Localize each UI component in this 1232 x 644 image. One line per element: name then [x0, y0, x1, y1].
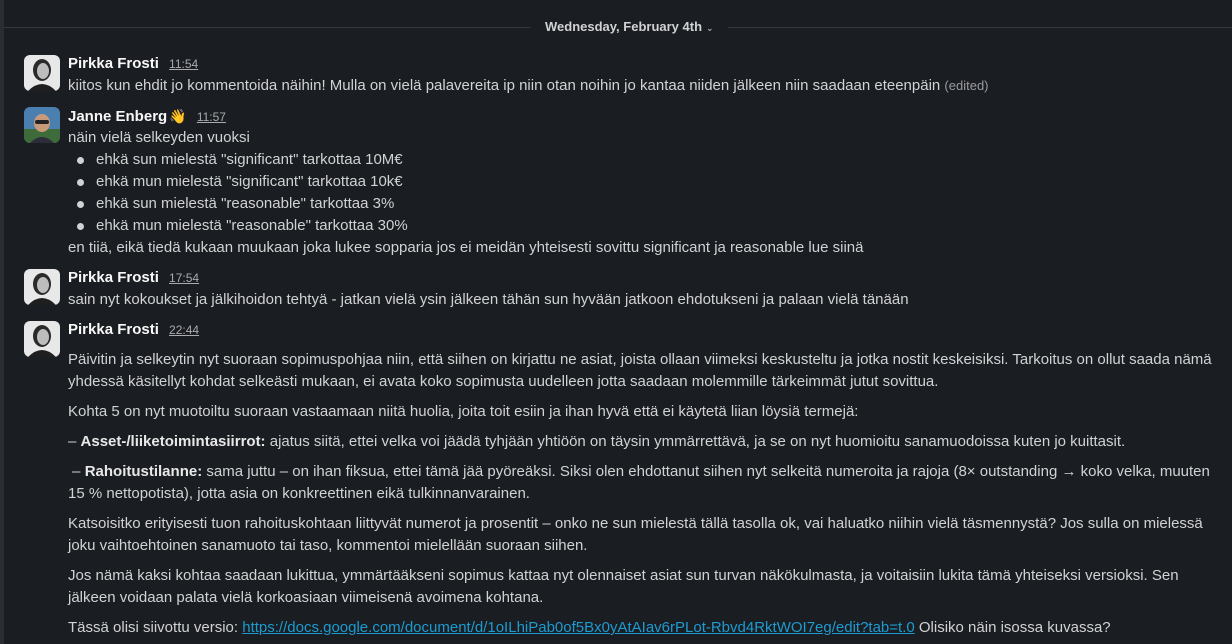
message [24, 53, 1222, 97]
date-jump-button[interactable] [531, 14, 728, 40]
bold-term: Rahoitustilanne: [84, 463, 203, 480]
message [24, 267, 1222, 311]
avatar[interactable] [24, 321, 60, 357]
message-paragraph: Päivitin ja selkeytin nyt suoraan sopimuspohjaa niin, että siihen on kirjattu ne asiat, joista ollaan viimeksi keskusteltu ja jotka nostit keskeisiksi. Tarkoitus on ollut saada nämä yhdessä käsitellyt kohdat selkeästi mukaan, ei avata koko sopimusta uudelleen jotta saadaan molemmille tärkeimmät jutut sovittua. [68, 351, 1212, 390]
message-text: sain nyt kokoukset ja jälkihoidon tehtyä - jatkan vielä ysin jälkeen tähän sun hyvään jatkoon ehdotukseni ja palaan vielä tänään [68, 291, 909, 308]
date-divider [4, 14, 1232, 40]
message-paragraph: Katsoisitko erityisesti tuon rahoituskohtaan liittyvät numerot ja prosentit – onko ne sun mielestä tällä tasolla ok, vai haluatko niihin vielä täsmennystä? Jos sulla on mielessä joku vaihtoehtoinen sanamuoto tai taso, kommentoi mielellään suoraan siihen. [68, 515, 1203, 554]
edited-label: (edited) [944, 78, 989, 93]
avatar[interactable] [24, 269, 60, 305]
list-item: ehkä sun mielestä "significant" tarkottaa 10M€ [68, 149, 1222, 171]
message-timestamp[interactable]: 22:44 [169, 323, 200, 337]
list-item: ehkä mun mielestä "reasonable" tarkottaa 30% [68, 215, 1222, 237]
list-item: ehkä sun mielestä "reasonable" tarkottaa 3% [68, 193, 1222, 215]
message-paragraph: Jos nämä kaksi kohtaa saadaan lukittua, ymmärtääkseni sopimus kattaa nyt olennaiset asiat sun turvan näkökulmasta, ja voitaisiin lukita tämä yhteiseksi versioksi. Sen jälkeen voidaan palata vielä korkoasiaan viimeisenä avoimena kohtana. [68, 567, 1179, 606]
dash-prefix: – [68, 463, 85, 480]
author-name[interactable]: Pirkka Frosti [68, 269, 159, 286]
message-timestamp[interactable]: 11:54 [169, 57, 199, 71]
avatar[interactable] [24, 55, 60, 91]
message-paragraph [68, 431, 1222, 453]
message-timestamp[interactable]: 11:57 [196, 110, 226, 124]
author-name[interactable]: Janne Enberg [68, 108, 168, 125]
date-label: Wednesday, February 4th [545, 19, 703, 34]
paragraph-text: ajatus siitä, ettei velka voi jäädä tyhjään yhtiöön on täysin ymmärrettävä, ja se on nyt huomioitu sanamuodoissa kuten jo kuittasit. [265, 433, 1126, 450]
message-text: kiitos kun ehdit jo kommentoida näihin! Mulla on vielä palavereita ip niin otan noihin jo kantaa niiden jälkeen niin saadaan eteenpäin [68, 77, 941, 94]
message [24, 319, 1222, 639]
message [24, 105, 1222, 259]
paragraph-text: Tässä olisi siivottu versio: [68, 619, 243, 636]
bullet-list [68, 149, 1222, 237]
paragraph-text: sama juttu – on ihan fiksua, ettei tämä jää pyöreäksi. Siksi olen ehdottanut siihen nyt selkeitä numeroita ja rajoja (8× outstanding → koko velka, muuten 15 % nettopotista), jotta asia on konkreettinen eikä tulkinnanvarainen. [68, 463, 1210, 502]
author-name[interactable]: Pirkka Frosti [68, 55, 159, 72]
author-name[interactable]: Pirkka Frosti [68, 321, 159, 338]
bold-term: Asset-/liiketoimintasiirrot: [80, 433, 266, 450]
list-item: ehkä mun mielestä "significant" tarkottaa 10k€ [68, 171, 1222, 193]
message-paragraph [68, 461, 1222, 505]
status-emoji-icon[interactable]: 👋 [169, 108, 187, 124]
message-paragraph [68, 617, 1222, 639]
dash-prefix: – [68, 433, 81, 450]
message-text: en tiiä, eikä tiedä kukaan muukaan joka lukee sopparia jos ei meidän yhteisesti sovittu significant ja reasonable lue siinä [68, 239, 864, 256]
message-timestamp[interactable]: 17:54 [169, 271, 200, 285]
paragraph-text: Olisiko näin isossa kuvassa? [914, 619, 1111, 636]
document-link[interactable]: https://docs.google.com/document/d/1oILhiPab0of5Bx0yAtAIav6rPLot-Rbvd4RktWOI7eg/edit?tab=t.0 [242, 619, 915, 636]
message-text: näin vielä selkeyden vuoksi [68, 129, 250, 146]
message-paragraph: Kohta 5 on nyt muotoiltu suoraan vastaamaan niitä huolia, joita toit esiin ja ihan hyvä että ei käytetä liian löysiä termejä: [68, 403, 859, 420]
left-edge-strip [0, 0, 4, 644]
chevron-down-icon: ⌄ [706, 23, 714, 33]
avatar[interactable] [24, 107, 60, 143]
